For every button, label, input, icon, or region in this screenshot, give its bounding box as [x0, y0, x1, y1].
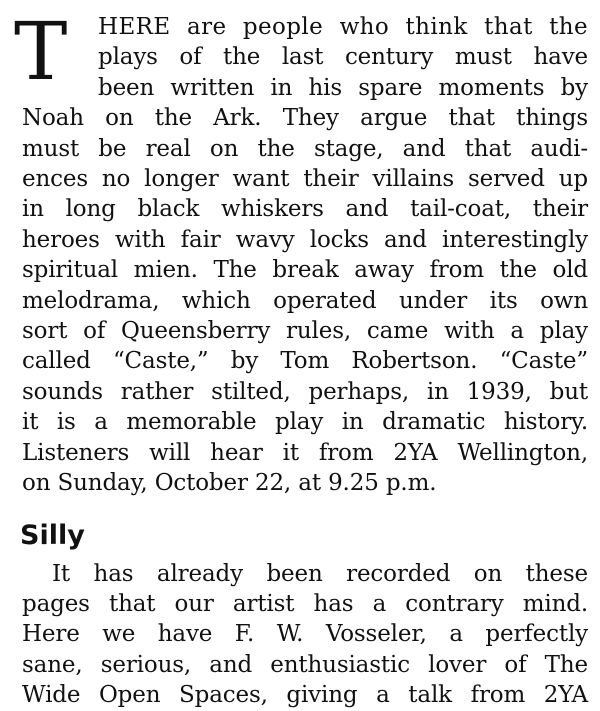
paragraph-line: sane, serious, and enthusiastic lover of The	[22, 651, 588, 678]
paragraph-line: called “Caste,” by Tom Robertson. “Caste”	[22, 348, 588, 375]
paragraph-line: heroes with fair wavy locks and interestingly	[22, 226, 588, 253]
paragraph-line: must be real on the stage, and that audi-	[22, 135, 588, 162]
paragraph-line: ences no longer want their villains served up	[22, 166, 588, 193]
section-heading: Silly	[20, 519, 85, 551]
intro-paragraph	[14, 5, 588, 499]
paragraph-line: been written in his spare moments by	[98, 74, 588, 101]
paragraph-line: Wide Open Spaces, giving a talk from 2YA	[22, 682, 588, 709]
paragraph-line: it is a memorable play in dramatic history.	[22, 409, 588, 436]
paragraph-line: Listeners will hear it from 2YA Wellington,	[22, 439, 588, 466]
paragraph-line: melodrama, which operated under its own	[22, 287, 588, 314]
paragraph-line: Noah on the Ark. They argue that things	[22, 105, 588, 132]
paragraph-line: sounds rather stilted, perhaps, in 1939, but	[22, 378, 588, 405]
paragraph-line: spiritual mien. The break away from the old	[22, 257, 588, 284]
paragraph-line: plays of the last century must have	[98, 44, 588, 71]
paragraph-line: on Sunday, October 22, at 9.25 p.m.	[22, 470, 437, 497]
paragraph-line: It has already been recorded on these	[52, 560, 588, 587]
paragraph-line: Here we have F. W. Vosseler, a perfectly	[22, 621, 588, 648]
silly-paragraph	[22, 559, 588, 711]
paragraph-line: sort of Queensberry rules, came with a play	[22, 318, 588, 345]
drop-cap-letter: T	[14, 5, 68, 98]
drop-cap	[14, 5, 90, 98]
paragraph-line: HERE are people who think that the	[98, 14, 588, 40]
paragraph-line: in long black whiskers and tail-coat, their	[22, 196, 588, 223]
paragraph-line: pages that our artist has a contrary mind.	[22, 590, 588, 617]
article-page	[14, 5, 588, 711]
